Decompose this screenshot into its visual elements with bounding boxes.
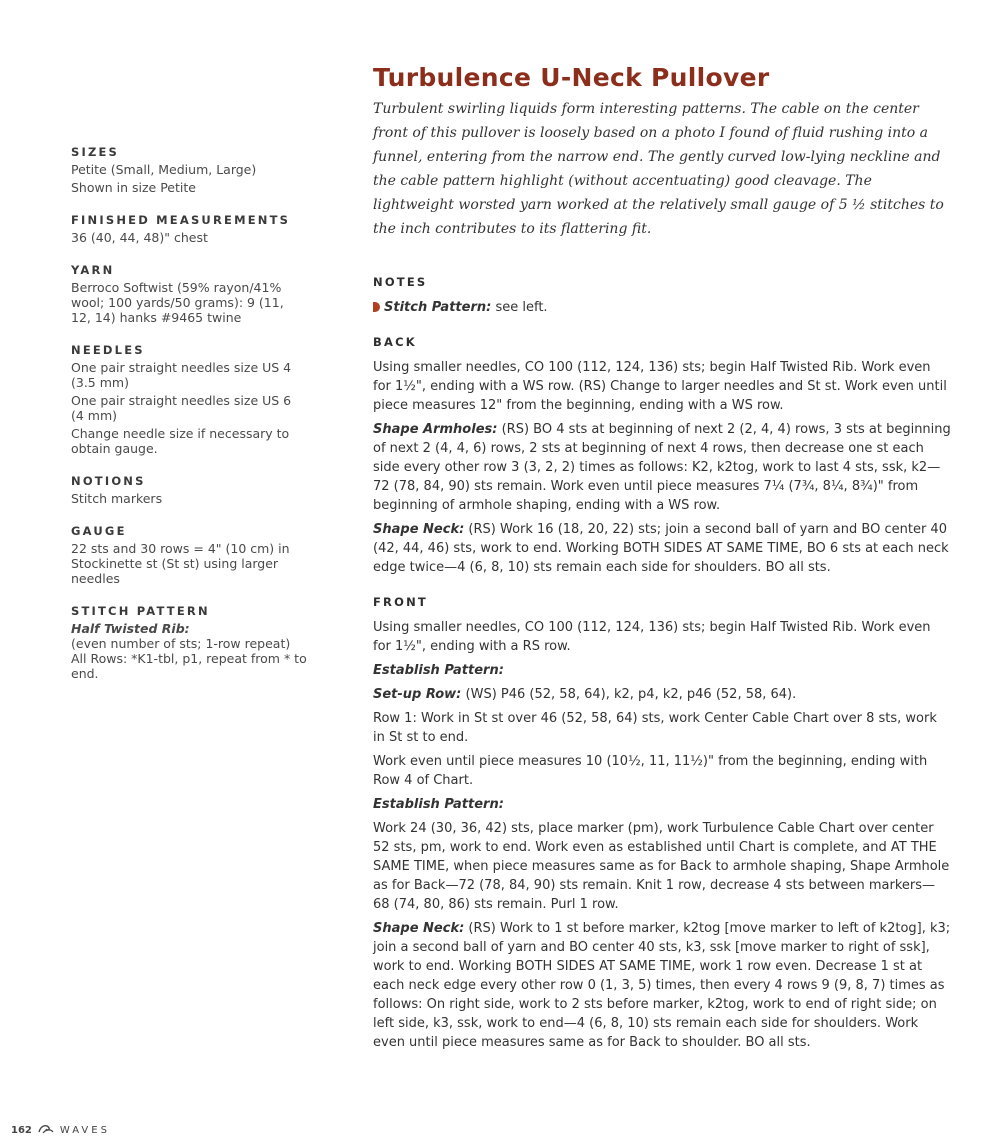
back-heading: BACK xyxy=(373,335,417,349)
yarn-line: Berroco Softwist (59% rayon/41% wool; 100 yards/50 grams): 9 (11, 12, 14) hanks #9465 twine xyxy=(71,280,284,325)
notes-text: see left. xyxy=(491,300,548,315)
setup-row-paragraph xyxy=(373,685,951,704)
bullet-icon xyxy=(373,302,380,312)
sizes-line: Petite (Small, Medium, Large) xyxy=(71,162,257,177)
establish-pattern-2 xyxy=(373,795,951,814)
front-neck-lead: Shape Neck: xyxy=(373,921,465,936)
armholes-lead: Shape Armholes: xyxy=(373,422,498,437)
sizes-heading: SIZES xyxy=(71,145,120,159)
front-even-paragraph: Work even until piece measures 10 (10½, 11, 11½)" from the beginning, ending with Row 4 of Chart. xyxy=(373,754,928,788)
establish-lead: Establish Pattern: xyxy=(373,663,504,678)
stitch-heading: STITCH PATTERN xyxy=(71,604,210,618)
finished-heading: FINISHED MEASUREMENTS xyxy=(71,213,291,227)
front-neck-text: (RS) Work to 1 st before marker, k2tog [move marker to left of k2tog], k3; join a second ball of yarn and BO center 40 sts, k3, ssk [move marker to right of ssk], work to end. Working BOTH SIDES AT SAME TIME, work 1 row even. Decrease 1 st at each neck edge every other row 0 (1, 3, 5) times, then every 4 rows 9 (9, 8, 7) times as follows: On right side, work to 2 sts before marker, k2tog, work to end of right side; on left side, k3, ssk, work to end—4 (6, 8, 10) sts remain each side for shoulders. Work even until piece measures same as for Back to shoulder. BO all sts. xyxy=(373,921,951,1050)
notes-heading: NOTES xyxy=(373,275,428,289)
establish-pattern-1 xyxy=(373,661,951,680)
back-neck-text: (RS) Work 16 (18, 20, 22) sts; join a second ball of yarn and BO center 40 (42, 44, 46) sts, work to end. Working BOTH SIDES AT SAME TIME, BO 6 sts at each neck edge twice—4 (6, 8, 10) sts remain each side for shoulders. BO all sts. xyxy=(373,522,949,575)
page-number: 162 xyxy=(11,1125,32,1136)
notions-line: Stitch markers xyxy=(71,491,163,506)
front-neck-paragraph xyxy=(373,919,951,1052)
page-title: Turbulence U-Neck Pullover xyxy=(373,63,770,92)
needles-line: Change needle size if necessary to obtain gauge. xyxy=(71,426,290,456)
pattern-column xyxy=(373,63,951,1057)
gauge-line: 22 sts and 30 rows = 4" (10 cm) in Stockinette st (St st) using larger needles xyxy=(71,541,290,586)
front-cable-paragraph: Work 24 (30, 36, 42) sts, place marker (pm), work Turbulence Cable Chart over center 52 sts, pm, work to end. Work even as established until Chart is complete, and AT THE SAME TIME, when piece measures same as for Back to armhole shaping, Shape Armhole as for Back—72 (78, 84, 90) sts remain. Knit 1 row, decrease 4 sts between markers—68 (74, 80, 86) sts remain. Purl 1 row. xyxy=(373,821,950,912)
needles-section xyxy=(71,343,307,456)
stitch-line: All Rows: *K1-tbl, p1, repeat from * to end. xyxy=(71,651,307,681)
notes-paragraph xyxy=(373,298,951,317)
stitch-subheading: Half Twisted Rib: xyxy=(71,621,190,636)
back-neck-paragraph xyxy=(373,520,951,577)
wave-logo-icon xyxy=(38,1124,54,1137)
sizes-line: Shown in size Petite xyxy=(71,180,196,195)
book-title: WAVES xyxy=(59,1125,110,1136)
yarn-section xyxy=(71,263,307,325)
notions-heading: NOTIONS xyxy=(71,474,146,488)
establish-lead: Establish Pattern: xyxy=(373,797,504,812)
front-heading: FRONT xyxy=(373,595,428,609)
gauge-heading: GAUGE xyxy=(71,524,127,538)
needles-heading: NEEDLES xyxy=(71,343,145,357)
gauge-section xyxy=(71,524,307,586)
yarn-heading: YARN xyxy=(71,263,115,277)
sizes-section xyxy=(71,145,307,195)
finished-line: 36 (40, 44, 48)" chest xyxy=(71,230,208,245)
notions-section xyxy=(71,474,307,506)
stitch-pattern-section xyxy=(71,604,307,681)
back-paragraph: Using smaller needles, CO 100 (112, 124, 136) sts; begin Half Twisted Rib. Work even for 1½", ending with a WS row. (RS) Change to larger needles and St st. Work even until piece measures 12" from the beginning, ending with a WS row. xyxy=(373,360,947,413)
needles-line: One pair straight needles size US 6 (4 mm) xyxy=(71,393,292,423)
front-paragraph: Using smaller needles, CO 100 (112, 124, 136) sts; begin Half Twisted Rib. Work even for 1½", ending with a RS row. xyxy=(373,620,931,654)
intro-paragraph: Turbulent swirling liquids form interesting patterns. The cable on the center front of this pullover is loosely based on a photo I found of fluid rushing into a funnel, entering from the narrow end. The gently curved low-lying neckline and the cable pattern highlight (without accentuating) good cleavage. The lightweight worsted yarn worked at the relatively small gauge of 5 ½ stitches to the inch contributes to its flattering fit. xyxy=(373,101,944,237)
stitch-line: (even number of sts; 1-row repeat) xyxy=(71,636,291,651)
back-neck-lead: Shape Neck: xyxy=(373,522,465,537)
finished-measurements-section xyxy=(71,213,307,245)
back-armholes-paragraph xyxy=(373,420,951,515)
notes-lead: Stitch Pattern: xyxy=(384,300,492,315)
row1-paragraph: Row 1: Work in St st over 46 (52, 58, 64) sts, work Center Cable Chart over 8 sts, work in St st to end. xyxy=(373,711,937,745)
setup-text: (WS) P46 (52, 58, 64), k2, p4, k2, p46 (52, 58, 64). xyxy=(461,687,797,702)
page-footer xyxy=(11,1124,110,1137)
setup-lead: Set-up Row: xyxy=(373,687,462,702)
armholes-text: (RS) BO 4 sts at beginning of next 2 (2, 4, 4) rows, 3 sts at beginning of next 2 (4, 4, 6) rows, 2 sts at beginning of next 4 rows, then decrease one st each side every other row 3 (3, 2, 2) times as follows: K2, k2tog, work to last 4 sts, ssk, k2—72 (78, 84, 90) sts remain. Work even until piece measures 7¼ (7¾, 8¼, 8¾)" from beginning of armhole shaping, ending with a WS row. xyxy=(373,422,951,513)
needles-line: One pair straight needles size US 4 (3.5 mm) xyxy=(71,360,292,390)
specs-column xyxy=(71,145,307,699)
